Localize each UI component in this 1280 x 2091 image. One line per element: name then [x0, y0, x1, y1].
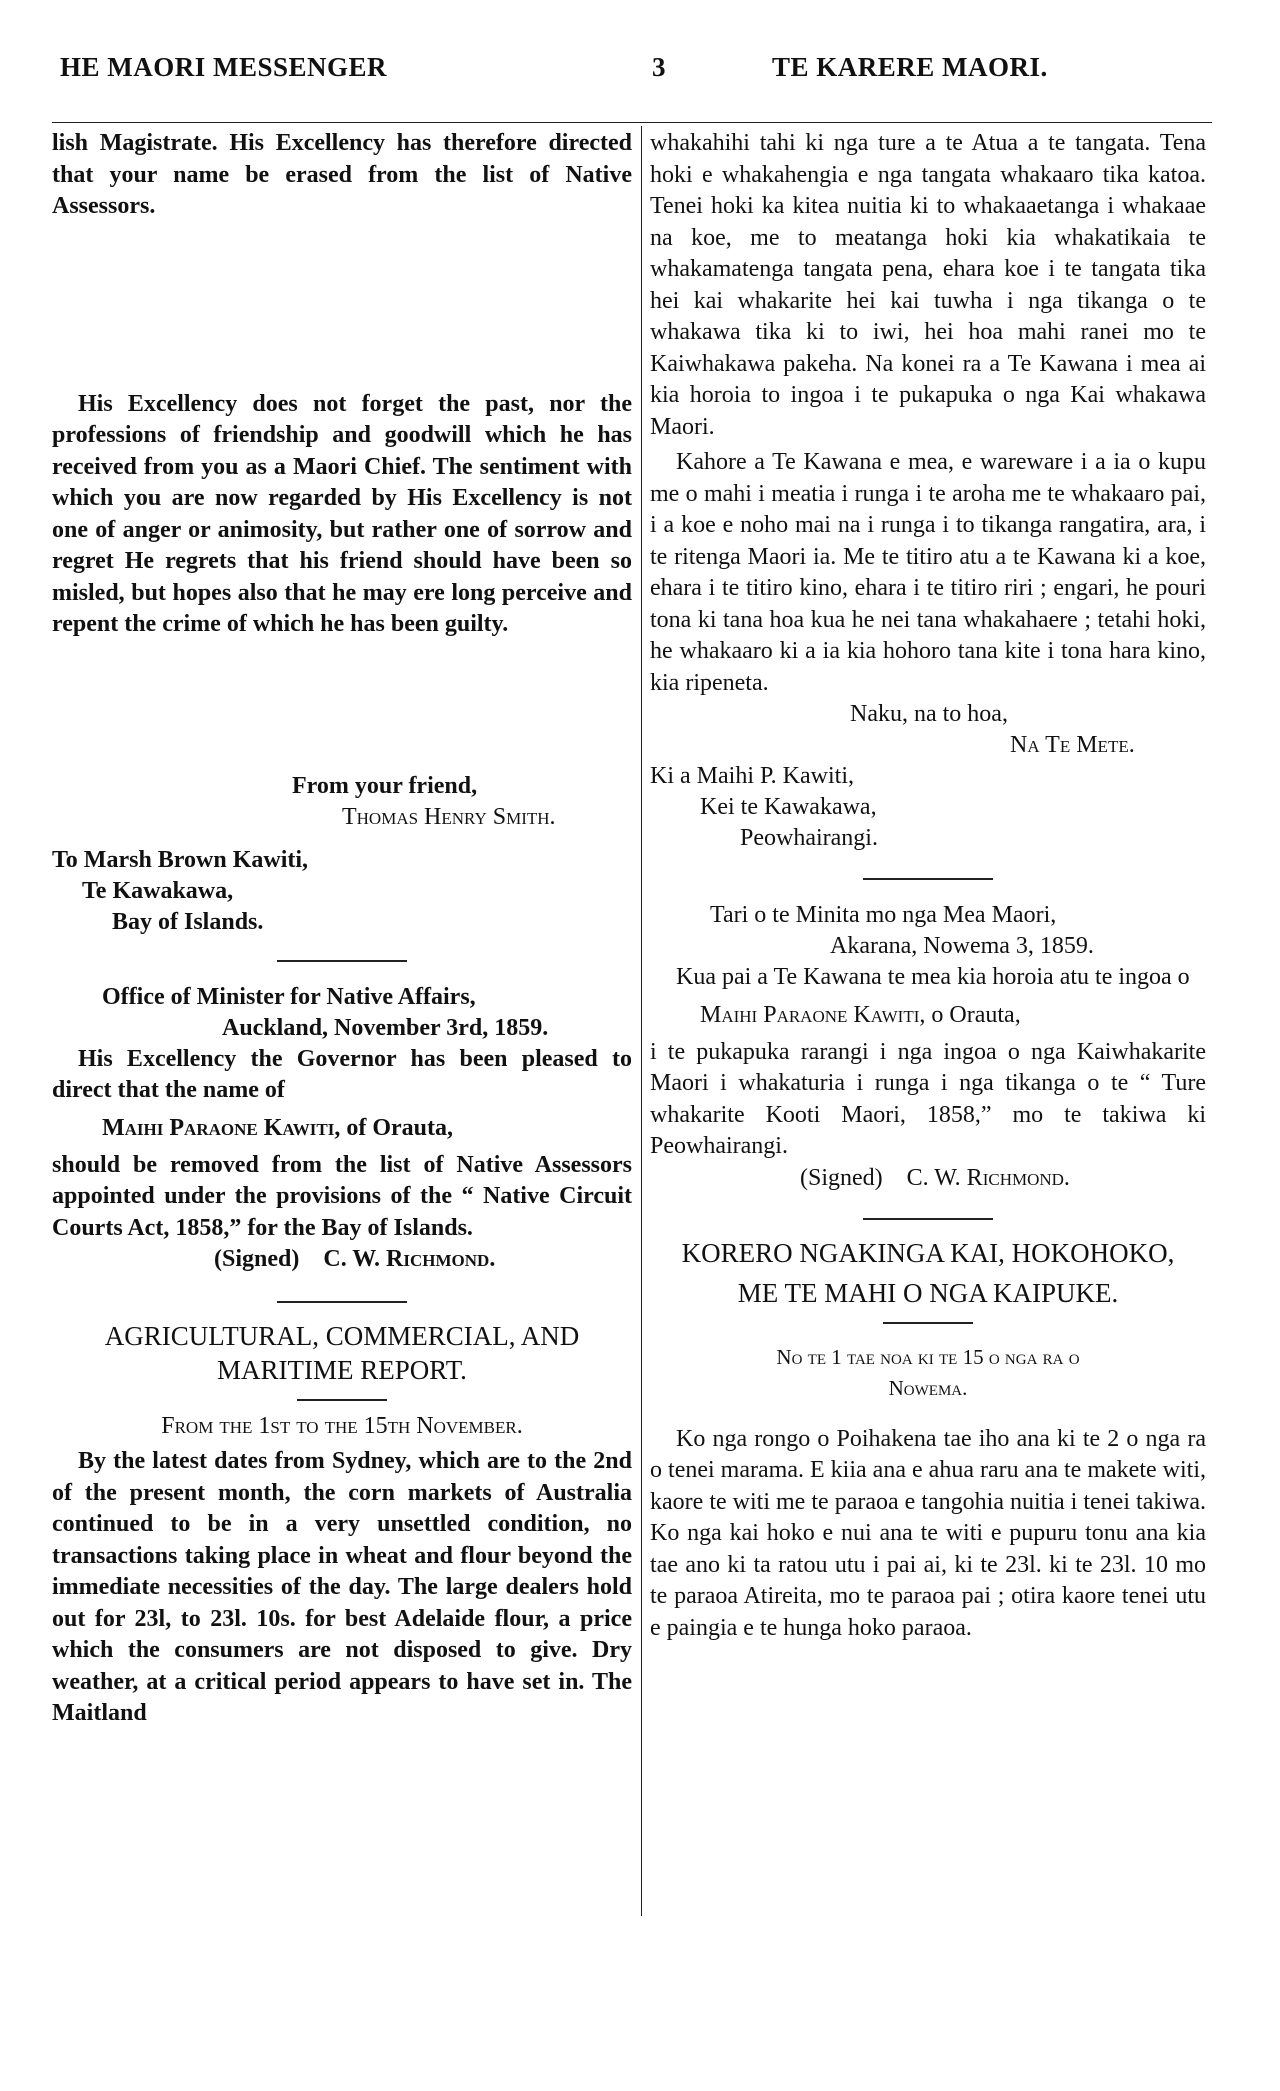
addressee-block [52, 845, 632, 938]
addressee-line: Te Kawakawa, [82, 877, 234, 904]
letter-paragraph-2: His Excellency does not forget the past, nor the professions of friendship and goodwill which he has received from you as a Maori Chief. The sentiment with which you are now regarded by His Excellency is not one of anger or animosity, but rather one of sorrow and regret He regrets that his friend should have been so misled, but hopes also that he may ere long perceive and repent the crime of which he has been guilty. [52, 390, 632, 637]
office-date-maori: Akarana, Nowema 3, 1859. [830, 933, 1094, 959]
assessor-place: o Orauta, [925, 1001, 1021, 1028]
report-paragraph: By the latest dates from Sydney, which are to the 2nd of the present month, the corn markets of Australia continued to be in a very unsettled condition, no transactions taking place in wheat and flour beyond the immediate necessities of the day. The large dealers hold out for 23l, to 23l. 10s. for best Adelaide flour, a price which the consumers are not disposed to give. Dry weather, at a critical period appears to have set in. The Maitland [52, 1448, 632, 1726]
office-line-maori: Tari o te Minita mo nga Mea Maori, [710, 902, 1057, 928]
assessor-name: Maihi Paraone Kawiti, [102, 1114, 341, 1141]
english-column [52, 126, 632, 1730]
section-rule [277, 960, 407, 962]
column-divider [641, 126, 642, 1916]
report-date-range: From the 1st to the 15th November. [161, 1413, 523, 1439]
report-date-range-maori-2: Nowema. [888, 1375, 968, 1400]
signed-label: (Signed) [214, 1246, 300, 1272]
section-rule [883, 1322, 973, 1324]
notice-name-line [52, 1113, 632, 1144]
addressee-line: Peowhairangi. [740, 825, 878, 851]
section-rule [277, 1301, 407, 1303]
assessor-name: Maihi Paraone Kawiti, [700, 1001, 926, 1028]
report-title-maori-line-2: ME TE MAHI O NGA KAIPUKE. [737, 1277, 1119, 1308]
letter-paragraph-1: lish Magistrate. His Excellency has therefore directed that your name be erased from the list of Native Assessors. [52, 130, 632, 219]
maori-column [650, 126, 1206, 1644]
sign-off: From your friend, [292, 772, 478, 799]
header-maori-title: TE KARERE MAORI. [772, 52, 1048, 82]
signatory-name: Thomas Henry Smith. [342, 803, 556, 830]
notice-paragraph-1: His Excellency the Governor has been pleased to direct that the name of [52, 1045, 632, 1103]
report-title-maori-line-1: KORERO NGAKINGA KAI, HOKOHOKO, [681, 1237, 1175, 1268]
page-number: 3 [652, 52, 666, 82]
signed-label: (Signed) [800, 1164, 883, 1191]
notice-paragraph-2: should be removed from the list of Native Assessors appointed under the provisions of the “ Native Circuit Courts Act, 1858,” for the Bay of Islands. [52, 1151, 632, 1241]
addressee-line: Bay of Islands. [112, 908, 264, 935]
report-title-line-2: MARITIME REPORT. [217, 1355, 467, 1385]
signed-line-maori [650, 1163, 1206, 1194]
page-header [60, 52, 1220, 92]
office-line: Office of Minister for Native Affairs, [102, 983, 476, 1010]
header-rule [52, 122, 1212, 123]
signed-name: C. W. Richmond. [323, 1246, 496, 1272]
addressee-line: Kei te Kawakawa, [700, 794, 877, 820]
notice-paragraph-2-maori: i te pukapuka rarangi i nga ingoa o nga Kaiwhakarite Maori i whakaturia i runga i nga tikanga o te “ Ture whakarite Kooti Maori, 1858,” mo te takiwa ki Peowhairangi. [650, 1038, 1206, 1159]
report-paragraph-maori: Ko nga rongo o Poihakena tae iho ana ki te 2 o nga ra o tenei marama. E kiia ana e ahua raru ana te makete witi, kaore te witi me te paraoa e tangohia nuitia i tenei takiwa. Ko nga kai hoko e nui ana te witi e pupuru tonu ana kia tae ano ki ta ratou utu i pai ai, ki te 23l. ki te 23l. 10 mo te paraoa Atireita, mo te paraoa pai ; otira kaore tenei utu e paingia e te hunga hoko paraoa. [650, 1425, 1206, 1641]
addressee-line: Ki a Maihi P. Kawiti, [650, 763, 854, 789]
office-date: Auckland, November 3rd, 1859. [222, 1014, 549, 1041]
assessor-place: of Orauta, [340, 1114, 454, 1141]
letter-paragraph-2-maori: Kahore a Te Kawana e mea, e wareware i a ia o kupu me o mahi i meatia i runga i te aroha me te whakaaro pai, i a koe e noho mai na i runga i to tikanga rangatira, ara, i te ritenga Maori ia. Me te titiro atu a te Kawana ki a koe, ehara i te titiro kino, ehara i te titiro riri ; engari, he pouri tona ki tana hoa kua he nei tana whakahaere ; tetahi hoki, he whakaaro ki a ia kia hohoro tana kite i tona hara kino, kia ripeneta. [650, 449, 1206, 696]
addressee-block-maori [650, 761, 1206, 854]
header-english-title: HE MAORI MESSENGER [60, 52, 388, 82]
report-title-line-1: AGRICULTURAL, COMMERCIAL, AND [104, 1321, 580, 1351]
signed-name: C. W. Richmond. [906, 1164, 1070, 1191]
addressee-line: To Marsh Brown Kawiti, [52, 846, 309, 873]
section-rule [297, 1399, 387, 1401]
section-rule [863, 1218, 993, 1220]
section-rule [863, 878, 993, 880]
signatory-name-maori: Na Te Mete. [1010, 732, 1135, 758]
notice-paragraph-1-maori: Kua pai a Te Kawana te mea kia horoia atu te ingoa o [676, 964, 1190, 990]
signed-line [52, 1244, 632, 1275]
sign-off-maori: Naku, na to hoa, [850, 701, 1008, 727]
report-date-range-maori: No te 1 tae noa ki te 15 o nga ra o [776, 1344, 1080, 1369]
notice-name-line-maori [650, 1000, 1206, 1031]
letter-paragraph-1-maori: whakahihi tahi ki nga ture a te Atua a te tangata. Tena hoki e whakahengia e nga tangata whakaaro tika katoa. Tenei hoki ka kitea nuitia ki to whakaaetanga i whakaae na koe, me to meatanga hoki kia whakatikaia te whakamatenga tangata pena, ehara koe i te tangata tika hei kai whakarite hei kai tuwha i nga tikanga o te whakawa tika ki to iwi, hei hoa mahi ranei mo te Kaiwhakawa pakeha. Na konei ra a Te Kawana i mea ai kia horoia to ingoa i te pukapuka o nga Kai whakawa Maori. [650, 130, 1206, 440]
